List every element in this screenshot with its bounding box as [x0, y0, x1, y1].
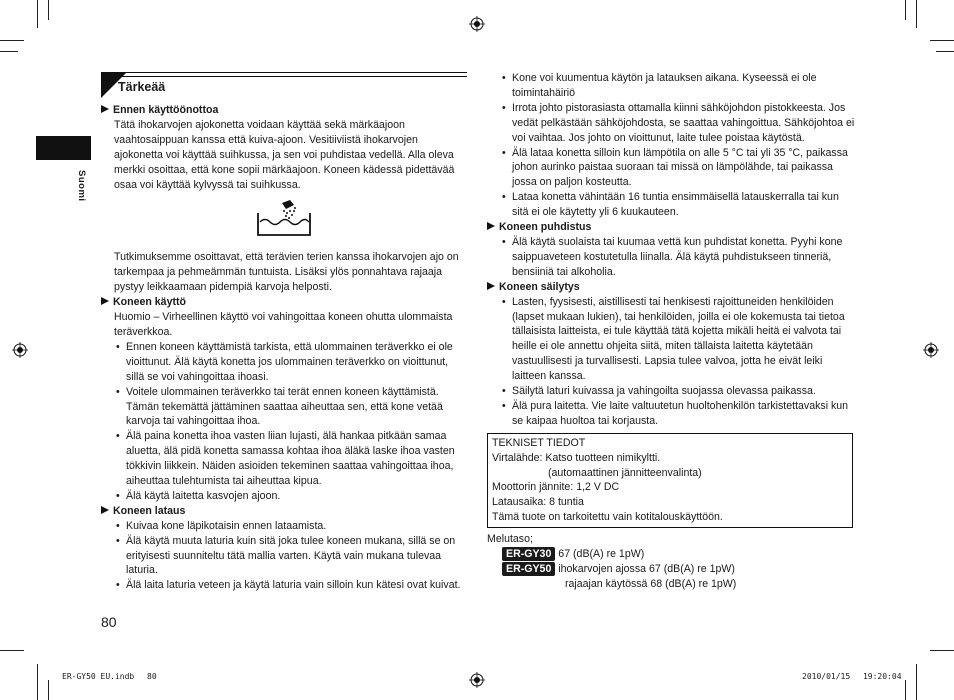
list-item: • Älä lataa konetta silloin kun lämpötila on alle 5 °C tai yli 35 °C, paikassa johon aurinko paistaa suoraan tai missä on lämpölähde, tai paikassa jossa on paljon kosteutta. — [500, 146, 855, 191]
section-title: Koneen puhdistus — [487, 220, 855, 235]
list-item: • Älä käytä laitetta kasvojen ajoon. — [114, 489, 469, 504]
list-item: • Voitele ulommainen teräverkko tai terät ennen koneen käyttämistä. Tämän tekemättä jättäminen saattaa aiheuttaa sen, että kone vetää karvoja tai vahingoittaa ihoa. — [114, 385, 469, 430]
noise-row — [487, 562, 855, 577]
wet-shave-symbol — [101, 192, 469, 250]
shower-bath-icon — [256, 199, 314, 239]
footer-timestamp: 2010/01/15 19:20:04 — [802, 672, 902, 681]
noise-row — [487, 547, 855, 562]
section-title: Ennen käyttöönottoa — [101, 103, 469, 118]
spec-home: Tämä tuote on tarkoitettu vain kotitalouskäyttöön. — [492, 511, 723, 524]
model-badge: ER-GY30 — [502, 547, 555, 561]
right-column — [487, 71, 855, 592]
intro-paragraph: Tätä ihokarvojen ajokonetta voidaan käyttää sekä märkäajoon vaahtosaippuan kanssa että kuiva-ajoon. Vesitiiviistä ihokarvojen ajokonetta voi käyttää suihkussa, ja sen voi puhdistaa vedellä. Alla oleva merkki osoittaa, että kone sopii märkäajoon. Koneen kädessä pidettävää osaa voi käyttää kylvyssä tai suihkussa. — [114, 118, 455, 191]
list-item: • Älä pura laitetta. Vie laite valtuutetun huoltohenkilön tarkistettavaksi kun se kaipaa huoltoa tai korjausta. — [500, 399, 855, 429]
list-item: • Irrota johto pistorasiasta ottamalla kiinni sähköjohdon pistokkeesta. Jos vedät pelkästään sähköjohdosta, se saattaa vahingoittua. Sähköjohtoa ei voi vaihtaa. Jos johto on vioittunut, laite tulee poistaa käytöstä. — [500, 101, 855, 146]
section-title: Koneen käyttö — [101, 295, 469, 310]
spec-motor: Moottorin jännite: 1,2 V DC — [492, 481, 620, 494]
storage-list — [487, 295, 855, 429]
noise-value: ihokarvojen ajossa 67 (dB(A) re 1pW) — [558, 563, 735, 575]
left-column — [101, 103, 469, 593]
spec-charge: Latausaika: 8 tuntia — [492, 496, 584, 509]
registration-mark-left-icon — [12, 342, 28, 358]
registration-mark-top-icon — [469, 16, 485, 32]
list-item: • Älä laita laturia veteen ja käytä laturia vain silloin kun kätesi ovat kuivat. — [114, 578, 469, 593]
spec-title: TEKNISET TIEDOT — [492, 436, 586, 449]
side-tab-bar — [36, 136, 91, 160]
research-paragraph: Tutkimuksemme osoittavat, että terävien terien kanssa ihokarvojen ajo on tarkempaa ja pehmeämmän tuntuista. Lisäksi ylös ponnahtava rajaaja pystyy leikkaamaan pidempiä karvoja helposti. — [114, 251, 459, 294]
list-item: • Kuivaa kone läpikotaisin ennen lataamista. — [114, 519, 469, 534]
cleaning-list — [487, 235, 855, 280]
list-item: • Lataa konetta vähintään 16 tuntia ensimmäisellä latauskerralla tai kun sitä ei ole käytetty yli 6 kuukauteen. — [500, 190, 855, 220]
charging-list — [101, 519, 469, 594]
page-number: 80 — [101, 614, 117, 630]
usage-list — [101, 340, 469, 504]
section-title: Koneen lataus — [101, 504, 469, 519]
heading-bar — [101, 72, 467, 98]
page-title: Tärkeää — [118, 80, 166, 94]
list-item: • Älä paina konetta ihoa vasten liian lujasti, älä hankaa pitkään samaa aluetta, älä pidä konetta samassa kohtaa ihoa äläkä laske ihoa vasten tökkivin liikkein. Näiden asioiden tekeminen saattaa vahingoittaa ihoa, aiheuttaa tulehtumista tai aiheuttaa kipua. — [114, 429, 469, 489]
footer-file: ER-GY50 EU.indb 80 — [62, 672, 157, 681]
registration-mark-bottom-icon — [469, 672, 485, 688]
list-item: • Lasten, fyysisesti, aistillisesti tai henkisesti rajoittuneiden henkilöiden (lapset mukaan lukien), tai henkilöiden, joilla ei ole kokemusta tai tietoa tällaisista laitteista, ei tule käyttää tätä kojetta mikäli heitä ei valvota tai heille ei ole annettu ohjeita siitä, miten tällaista laitetta käytetään vastuullisesti ja turvallisesti. Lapsia tulee valvoa, jotta he eivät leiki laitteen kanssa. — [500, 295, 855, 384]
section-title: Koneen säilytys — [487, 280, 855, 295]
spec-power-note: (automaattinen jännitteenvalinta) — [548, 466, 702, 479]
list-item: • Kone voi kuumentua käytön ja latauksen aikana. Kyseessä ei ole toimintahäiriö — [500, 71, 855, 101]
list-item: • Älä käytä muuta laturia kuin sitä joka tulee koneen mukana, sillä se on erityisesti suunniteltu tätä mallia varten. Käytä vain mukana tulevaa laturia. — [114, 534, 469, 579]
list-item: • Säilytä laturi kuivassa ja vahingoilta suojassa olevassa paikassa. — [500, 384, 855, 399]
noise-value: rajaajan käytössä 68 (dB(A) re 1pW) — [565, 577, 737, 590]
charging-list-continued — [487, 71, 855, 220]
list-item: • Älä käytä suolaista tai kuumaa vettä kun puhdistat konetta. Pyyhi kone saippuaveteen kostutetulla liinalla. Älä käytä puhdistukseen tinneriä, bensiiniä tai alkoholia. — [500, 235, 855, 280]
noise-value: 67 (dB(A) re 1pW) — [558, 548, 645, 561]
usage-paragraph: Huomio – Virheellinen käyttö voi vahingoittaa koneen ohutta ulommaista teräverkkoa. — [114, 311, 453, 338]
spec-power: Virtalähde: Katso tuotteen nimikyltti. — [492, 451, 661, 464]
registration-mark-right-icon — [923, 342, 939, 358]
model-badge: ER-GY50 — [502, 562, 555, 576]
noise-label: Melutaso; — [487, 533, 533, 546]
list-item: • Ennen koneen käyttämistä tarkista, että ulommainen teräverkko ei ole vioittunut. Älä käytä konetta jos ulommainen teräverkko on vioittunut, sillä se voi vahingoittaa ihoasi. — [114, 340, 469, 385]
spec-box — [487, 433, 853, 528]
side-tab-label: Suomi — [76, 170, 87, 202]
